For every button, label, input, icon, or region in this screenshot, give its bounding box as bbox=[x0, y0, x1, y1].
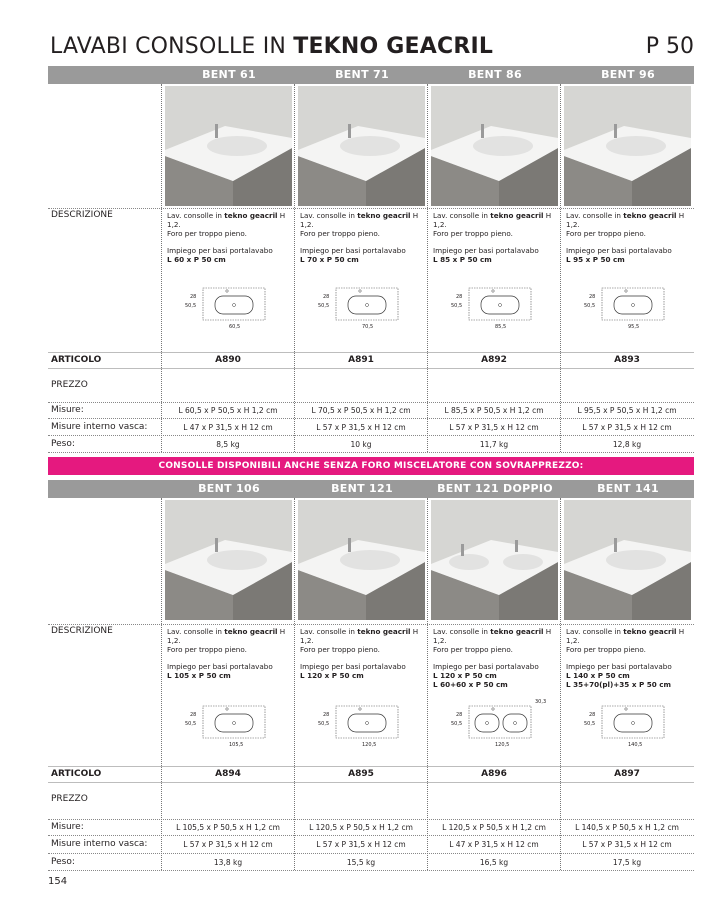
product-photo-art bbox=[431, 86, 558, 206]
outline bbox=[602, 706, 664, 738]
value-interno: L 57 x P 31,5 x H 12 cm bbox=[316, 423, 406, 432]
desc-line-size-alt: L 60+60 x P 50 cm bbox=[433, 680, 508, 689]
row-rule bbox=[48, 352, 694, 353]
dim-offset-label: 28 bbox=[190, 712, 197, 718]
product-description bbox=[167, 627, 297, 680]
desc-line-overflow: Foro per troppo pieno. bbox=[300, 229, 380, 238]
desc-suffix: H 1,2. bbox=[300, 211, 419, 229]
basin bbox=[606, 550, 666, 570]
row-rule bbox=[48, 402, 694, 403]
basin-outline bbox=[614, 714, 652, 732]
row-rule bbox=[48, 870, 694, 871]
basin bbox=[207, 136, 267, 156]
technical-drawing bbox=[564, 696, 690, 750]
desc-line-size: L 120 x P 50 cm bbox=[300, 671, 364, 680]
product-name: BENT 61 bbox=[202, 68, 256, 81]
technical-drawing-art bbox=[431, 696, 557, 750]
technical-drawing-art bbox=[564, 278, 690, 332]
desc-line-overflow: Foro per troppo pieno. bbox=[167, 229, 247, 238]
dim-depth-label: 50,5 bbox=[584, 303, 596, 309]
desc-prefix: Lav. consolle in bbox=[300, 627, 358, 636]
product-name: BENT 96 bbox=[601, 68, 655, 81]
product-description bbox=[300, 627, 430, 680]
value-peso: 12,8 kg bbox=[612, 440, 642, 449]
product-name: BENT 141 bbox=[597, 482, 659, 495]
technical-drawing bbox=[431, 278, 557, 332]
desc-line-overflow: Foro per troppo pieno. bbox=[433, 229, 513, 238]
value-peso: 11,7 kg bbox=[479, 440, 509, 449]
desc-line-overflow: Foro per troppo pieno. bbox=[300, 645, 380, 654]
dim-width-label: 95,5 bbox=[628, 324, 640, 330]
product-photo bbox=[165, 86, 292, 206]
basin-left-outline bbox=[475, 714, 499, 732]
desc-material: tekno geacril bbox=[357, 627, 411, 636]
drain bbox=[499, 304, 502, 307]
row-label-descrizione: DESCRIZIONE bbox=[51, 210, 113, 220]
product-photo bbox=[165, 500, 292, 620]
faucet bbox=[215, 538, 218, 552]
row-rule bbox=[48, 208, 694, 209]
basin-outline bbox=[215, 714, 253, 732]
product-photo-art bbox=[298, 500, 425, 620]
product-name: BENT 86 bbox=[468, 68, 522, 81]
row-rule bbox=[48, 853, 694, 854]
technical-drawing bbox=[165, 696, 291, 750]
column-separator bbox=[294, 498, 295, 870]
row-rule bbox=[48, 452, 694, 453]
outline bbox=[469, 288, 531, 320]
faucet bbox=[614, 538, 617, 552]
product-photo bbox=[298, 86, 425, 206]
product-description bbox=[433, 211, 563, 264]
technical-drawing-art bbox=[431, 278, 557, 332]
dim-offset-label: 28 bbox=[323, 712, 330, 718]
row-rule bbox=[48, 782, 694, 783]
row-rule bbox=[48, 819, 694, 820]
desc-suffix: H 1,2. bbox=[433, 627, 552, 645]
desc-line-material bbox=[300, 627, 430, 645]
value-peso: 16,5 kg bbox=[479, 858, 509, 867]
desc-line-usage: Impiego per basi portalavabo bbox=[566, 662, 672, 671]
desc-suffix: H 1,2. bbox=[433, 211, 552, 229]
column-separator bbox=[427, 84, 428, 452]
basin bbox=[473, 136, 533, 156]
dim-width-label: 70,5 bbox=[362, 324, 374, 330]
tap-hole bbox=[226, 708, 228, 710]
row-rule bbox=[48, 624, 694, 625]
faucet bbox=[348, 124, 351, 138]
desc-gap bbox=[300, 654, 430, 662]
desc-line-material bbox=[167, 211, 297, 229]
drain bbox=[366, 304, 369, 307]
value-misure: L 95,5 x P 50,5 x H 1,2 cm bbox=[577, 406, 677, 415]
dim-depth-label: 50,5 bbox=[451, 303, 463, 309]
product-description bbox=[566, 211, 696, 264]
desc-prefix: Lav. consolle in bbox=[566, 211, 624, 220]
desc-line-size: L 60 x P 50 cm bbox=[167, 255, 226, 264]
value-interno: L 57 x P 31,5 x H 12 cm bbox=[183, 840, 273, 849]
desc-suffix: H 1,2. bbox=[167, 211, 286, 229]
outline bbox=[203, 706, 265, 738]
desc-line-usage: Impiego per basi portalavabo bbox=[433, 662, 539, 671]
value-interno: L 57 x P 31,5 x H 12 cm bbox=[582, 423, 672, 432]
product-photo-art bbox=[431, 500, 558, 620]
row-label-misure: Misure: bbox=[51, 405, 84, 415]
row-label-descrizione: DESCRIZIONE bbox=[51, 626, 113, 636]
column-header-bar bbox=[48, 480, 694, 498]
desc-line-usage: Impiego per basi portalavabo bbox=[566, 246, 672, 255]
basin bbox=[606, 136, 666, 156]
desc-gap bbox=[167, 654, 297, 662]
column-separator bbox=[161, 498, 162, 870]
desc-suffix: H 1,2. bbox=[566, 211, 685, 229]
desc-line-usage: Impiego per basi portalavabo bbox=[167, 246, 273, 255]
dim-width-label: 120,5 bbox=[495, 742, 510, 748]
product-photo bbox=[431, 86, 558, 206]
desc-line-material bbox=[566, 627, 696, 645]
product-photo-art bbox=[564, 86, 691, 206]
basin-right bbox=[503, 554, 543, 570]
product-name: BENT 121 DOPPIO bbox=[437, 482, 553, 495]
desc-line-overflow: Foro per troppo pieno. bbox=[566, 645, 646, 654]
basin-right-outline bbox=[503, 714, 527, 732]
outline bbox=[336, 288, 398, 320]
desc-line-usage: Impiego per basi portalavabo bbox=[167, 662, 273, 671]
value-misure: L 60,5 x P 50,5 x H 1,2 cm bbox=[178, 406, 278, 415]
desc-line-material bbox=[167, 627, 297, 645]
basin-outline bbox=[614, 296, 652, 314]
dim-depth-label: 50,5 bbox=[318, 721, 330, 727]
technical-drawing-art bbox=[298, 278, 424, 332]
value-peso: 17,5 kg bbox=[612, 858, 642, 867]
tap-hole bbox=[359, 708, 361, 710]
product-photo bbox=[564, 500, 691, 620]
drain bbox=[233, 722, 236, 725]
desc-gap bbox=[566, 654, 696, 662]
drain bbox=[233, 304, 236, 307]
desc-material: tekno geacril bbox=[224, 211, 278, 220]
outline bbox=[469, 706, 531, 738]
outline bbox=[336, 706, 398, 738]
value-peso: 15,5 kg bbox=[346, 858, 376, 867]
desc-line-material bbox=[300, 211, 430, 229]
desc-gap bbox=[566, 238, 696, 246]
dim-offset-label: 28 bbox=[323, 294, 330, 300]
desc-line-material bbox=[433, 627, 563, 645]
product-photo-art bbox=[564, 500, 691, 620]
row-label-misure: Misure: bbox=[51, 822, 84, 832]
tap-hole bbox=[492, 290, 494, 292]
desc-prefix: Lav. consolle in bbox=[167, 211, 225, 220]
desc-material: tekno geacril bbox=[224, 627, 278, 636]
product-photo bbox=[431, 500, 558, 620]
dim-width-label: 140,5 bbox=[628, 742, 643, 748]
dim-depth-label: 50,5 bbox=[185, 721, 197, 727]
dim-depth-label: 50,5 bbox=[584, 721, 596, 727]
row-rule bbox=[48, 766, 694, 767]
tap-hole bbox=[625, 290, 627, 292]
product-description bbox=[300, 211, 430, 264]
tap-hole bbox=[492, 708, 494, 710]
article-code: A893 bbox=[614, 355, 640, 365]
desc-line-size: L 85 x P 50 cm bbox=[433, 255, 492, 264]
desc-line-size: L 140 x P 50 cm bbox=[566, 671, 630, 680]
article-code: A894 bbox=[215, 769, 241, 779]
desc-line-overflow: Foro per troppo pieno. bbox=[433, 645, 513, 654]
desc-suffix: H 1,2. bbox=[566, 627, 685, 645]
product-description bbox=[167, 211, 297, 264]
faucet bbox=[215, 124, 218, 138]
desc-line-size-alt: L 35+70(pl)+35 x P 50 cm bbox=[566, 680, 671, 689]
faucet bbox=[481, 124, 484, 138]
drain bbox=[366, 722, 369, 725]
product-description bbox=[566, 627, 696, 689]
desc-line-material bbox=[433, 211, 563, 229]
value-misure: L 70,5 x P 50,5 x H 1,2 cm bbox=[311, 406, 411, 415]
row-label-misure-interno: Misure interno vasca: bbox=[51, 422, 148, 432]
dim-width-label: 120,5 bbox=[362, 742, 377, 748]
technical-drawing bbox=[298, 278, 424, 332]
page-code: P 50 bbox=[645, 34, 694, 59]
desc-prefix: Lav. consolle in bbox=[433, 211, 491, 220]
value-interno: L 57 x P 31,5 x H 12 cm bbox=[582, 840, 672, 849]
desc-gap bbox=[167, 238, 297, 246]
desc-material: tekno geacril bbox=[623, 627, 677, 636]
dim-width-label: 60,5 bbox=[229, 324, 241, 330]
drain bbox=[632, 304, 635, 307]
desc-gap bbox=[433, 654, 563, 662]
row-label-misure-interno: Misure interno vasca: bbox=[51, 839, 148, 849]
surcharge-banner: CONSOLLE DISPONIBILI ANCHE SENZA FORO MISCELATORE CON SOVRAPPREZZO: bbox=[48, 457, 694, 475]
desc-material: tekno geacril bbox=[490, 211, 544, 220]
desc-suffix: H 1,2. bbox=[167, 627, 286, 645]
technical-drawing-art bbox=[564, 696, 690, 750]
page-title bbox=[50, 34, 493, 59]
desc-line-usage: Impiego per basi portalavabo bbox=[300, 662, 406, 671]
faucet bbox=[614, 124, 617, 138]
value-peso: 8,5 kg bbox=[216, 440, 240, 449]
row-label-peso: Peso: bbox=[51, 857, 75, 867]
row-label-articolo: ARTICOLO bbox=[51, 769, 102, 779]
basin-outline bbox=[481, 296, 519, 314]
column-separator bbox=[560, 84, 561, 452]
value-interno: L 57 x P 31,5 x H 12 cm bbox=[316, 840, 406, 849]
row-label-prezzo: PREZZO bbox=[51, 794, 88, 804]
product-table-bottom bbox=[48, 480, 694, 870]
dim-extra-label: 30,3 bbox=[535, 699, 547, 705]
technical-drawing-art bbox=[298, 696, 424, 750]
product-photo bbox=[298, 500, 425, 620]
value-misure: L 85,5 x P 50,5 x H 1,2 cm bbox=[444, 406, 544, 415]
value-interno: L 57 x P 31,5 x H 12 cm bbox=[449, 423, 539, 432]
product-description bbox=[433, 627, 563, 689]
article-code: A895 bbox=[348, 769, 374, 779]
dim-depth-label: 50,5 bbox=[318, 303, 330, 309]
technical-drawing-art bbox=[165, 278, 291, 332]
dim-width-label: 85,5 bbox=[495, 324, 507, 330]
product-name: BENT 106 bbox=[198, 482, 260, 495]
column-header-bar bbox=[48, 66, 694, 84]
desc-prefix: Lav. consolle in bbox=[433, 627, 491, 636]
desc-suffix: H 1,2. bbox=[300, 627, 419, 645]
value-interno: L 47 x P 31,5 x H 12 cm bbox=[183, 423, 273, 432]
faucet-left bbox=[461, 544, 464, 556]
basin-outline bbox=[348, 296, 386, 314]
value-misure: L 120,5 x P 50,5 x H 1,2 cm bbox=[442, 823, 546, 832]
dim-offset-label: 28 bbox=[456, 294, 463, 300]
desc-line-usage: Impiego per basi portalavabo bbox=[433, 246, 539, 255]
basin-outline bbox=[215, 296, 253, 314]
outline bbox=[203, 288, 265, 320]
technical-drawing bbox=[431, 696, 557, 750]
basin-left bbox=[449, 554, 489, 570]
technical-drawing bbox=[298, 696, 424, 750]
drain-left bbox=[486, 722, 489, 725]
desc-line-overflow: Foro per troppo pieno. bbox=[167, 645, 247, 654]
article-code: A890 bbox=[215, 355, 241, 365]
row-label-peso: Peso: bbox=[51, 439, 75, 449]
product-photo-art bbox=[165, 500, 292, 620]
basin bbox=[340, 550, 400, 570]
technical-drawing-art bbox=[165, 696, 291, 750]
desc-line-usage: Impiego per basi portalavabo bbox=[300, 246, 406, 255]
row-rule bbox=[48, 835, 694, 836]
page-title-bold: TEKNO GEACRIL bbox=[293, 34, 494, 59]
faucet-right bbox=[515, 540, 518, 552]
value-misure: L 120,5 x P 50,5 x H 1,2 cm bbox=[309, 823, 413, 832]
dim-depth-label: 50,5 bbox=[185, 303, 197, 309]
technical-drawing bbox=[564, 278, 690, 332]
outline bbox=[602, 288, 664, 320]
desc-gap bbox=[300, 238, 430, 246]
value-misure: L 140,5 x P 50,5 x H 1,2 cm bbox=[575, 823, 679, 832]
row-rule bbox=[48, 418, 694, 419]
desc-line-size: L 70 x P 50 cm bbox=[300, 255, 359, 264]
technical-drawing bbox=[165, 278, 291, 332]
dim-offset-label: 28 bbox=[456, 712, 463, 718]
basin-outline bbox=[348, 714, 386, 732]
article-code: A891 bbox=[348, 355, 374, 365]
desc-prefix: Lav. consolle in bbox=[167, 627, 225, 636]
product-name: BENT 121 bbox=[331, 482, 393, 495]
desc-line-size: L 95 x P 50 cm bbox=[566, 255, 625, 264]
desc-line-overflow: Foro per troppo pieno. bbox=[566, 229, 646, 238]
value-misure: L 105,5 x P 50,5 x H 1,2 cm bbox=[176, 823, 280, 832]
value-peso: 10 kg bbox=[350, 440, 372, 449]
row-label-prezzo: PREZZO bbox=[51, 380, 88, 390]
value-interno: L 47 x P 31,5 x H 12 cm bbox=[449, 840, 539, 849]
dim-width-label: 105,5 bbox=[229, 742, 244, 748]
basin bbox=[340, 136, 400, 156]
product-photo-art bbox=[165, 86, 292, 206]
article-code: A897 bbox=[614, 769, 640, 779]
drain-right bbox=[514, 722, 517, 725]
basin bbox=[207, 550, 267, 570]
product-photo bbox=[564, 86, 691, 206]
product-table-top bbox=[48, 66, 694, 453]
column-separator bbox=[161, 84, 162, 452]
desc-material: tekno geacril bbox=[357, 211, 411, 220]
dim-offset-label: 28 bbox=[190, 294, 197, 300]
page-title-light: LAVABI CONSOLLE IN bbox=[50, 34, 294, 59]
article-code: A896 bbox=[481, 769, 507, 779]
product-name: BENT 71 bbox=[335, 68, 389, 81]
dim-depth-label: 50,5 bbox=[451, 721, 463, 727]
drain bbox=[632, 722, 635, 725]
column-separator bbox=[294, 84, 295, 452]
article-code: A892 bbox=[481, 355, 507, 365]
row-label-articolo: ARTICOLO bbox=[51, 355, 102, 365]
product-photo-art bbox=[298, 86, 425, 206]
desc-prefix: Lav. consolle in bbox=[300, 211, 358, 220]
desc-line-size: L 120 x P 50 cm bbox=[433, 671, 497, 680]
dim-offset-label: 28 bbox=[589, 712, 596, 718]
row-rule bbox=[48, 435, 694, 436]
dim-offset-label: 28 bbox=[589, 294, 596, 300]
value-peso: 13,8 kg bbox=[213, 858, 243, 867]
tap-hole bbox=[359, 290, 361, 292]
tap-hole bbox=[226, 290, 228, 292]
desc-material: tekno geacril bbox=[623, 211, 677, 220]
faucet bbox=[348, 538, 351, 552]
desc-line-size: L 105 x P 50 cm bbox=[167, 671, 231, 680]
desc-prefix: Lav. consolle in bbox=[566, 627, 624, 636]
desc-gap bbox=[433, 238, 563, 246]
desc-material: tekno geacril bbox=[490, 627, 544, 636]
tap-hole bbox=[625, 708, 627, 710]
desc-line-material bbox=[566, 211, 696, 229]
page-number: 154 bbox=[48, 876, 68, 887]
column-separator bbox=[427, 498, 428, 870]
row-rule bbox=[48, 368, 694, 369]
